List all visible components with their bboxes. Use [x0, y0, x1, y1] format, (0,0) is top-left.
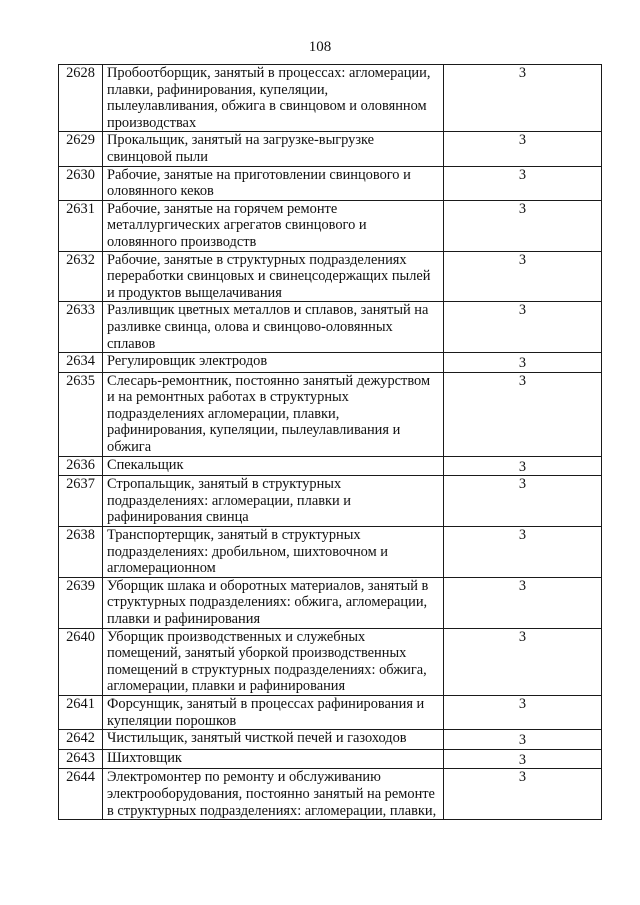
- row-value: 3: [444, 251, 602, 302]
- row-number: 2630: [59, 166, 103, 200]
- row-description: Спекальщик: [103, 456, 444, 476]
- table-row: [59, 200, 602, 251]
- row-number: 2635: [59, 372, 103, 456]
- row-description: Шихтовщик: [103, 749, 444, 769]
- table-row: [59, 769, 602, 820]
- row-value: 3: [444, 527, 602, 578]
- table-row: [59, 353, 602, 373]
- table-row: [59, 730, 602, 750]
- row-description: Рабочие, занятые в структурных подразделениях переработки свинцовых и свинецсодержащих пылей и продуктов выщелачивания: [103, 251, 444, 302]
- row-number: 2640: [59, 628, 103, 695]
- row-value: 3: [444, 456, 602, 476]
- table-row: [59, 749, 602, 769]
- row-number: 2643: [59, 749, 103, 769]
- row-value: 3: [444, 65, 602, 132]
- row-number: 2639: [59, 577, 103, 628]
- row-description: Рабочие, занятые на приготовлении свинцового и оловянного кеков: [103, 166, 444, 200]
- row-number: 2633: [59, 302, 103, 353]
- row-value: 3: [444, 476, 602, 527]
- table-row: [59, 476, 602, 527]
- row-description: Рабочие, занятые на горячем ремонте металлургических агрегатов свинцового и оловянного производств: [103, 200, 444, 251]
- table-row: [59, 65, 602, 132]
- row-number: 2638: [59, 527, 103, 578]
- row-value: 3: [444, 577, 602, 628]
- row-description: Прокальщик, занятый на загрузке-выгрузке свинцовой пыли: [103, 132, 444, 166]
- table-row: [59, 695, 602, 729]
- row-number: 2637: [59, 476, 103, 527]
- row-description: Форсунщик, занятый в процессах рафинирования и купеляции порошков: [103, 695, 444, 729]
- row-description: Электромонтер по ремонту и обслуживанию электрооборудования, постоянно занятый на ремонте в структурных подразделениях: агломерации, плавки,: [103, 769, 444, 820]
- row-value: 3: [444, 166, 602, 200]
- table-row: [59, 628, 602, 695]
- row-description: Чистильщик, занятый чисткой печей и газоходов: [103, 730, 444, 750]
- row-value: 3: [444, 695, 602, 729]
- table-row: [59, 132, 602, 166]
- table-row: [59, 456, 602, 476]
- occupation-table: [58, 64, 602, 820]
- row-number: 2644: [59, 769, 103, 820]
- row-description: Регулировщик электродов: [103, 353, 444, 373]
- row-value: 3: [444, 749, 602, 769]
- table-row: [59, 372, 602, 456]
- row-number: 2634: [59, 353, 103, 373]
- row-description: Уборщик шлака и оборотных материалов, занятый в структурных подразделениях: обжига, агломерации, плавки и рафинирования: [103, 577, 444, 628]
- row-value: 3: [444, 769, 602, 820]
- table-row: [59, 251, 602, 302]
- table-row: [59, 302, 602, 353]
- row-number: 2631: [59, 200, 103, 251]
- row-description: Слесарь-ремонтник, постоянно занятый дежурством и на ремонтных работах в структурных подразделениях агломерации, плавки, рафинирования, купеляции, пылеулавливания и обжига: [103, 372, 444, 456]
- row-value: 3: [444, 372, 602, 456]
- row-description: Уборщик производственных и служебных помещений, занятый уборкой производственных помещений в структурных подразделениях: обжига, агломерации, плавки и рафинирования: [103, 628, 444, 695]
- row-number: 2632: [59, 251, 103, 302]
- row-description: Транспортерщик, занятый в структурных подразделениях: дробильном, шихтовочном и агломерационном: [103, 527, 444, 578]
- row-value: 3: [444, 132, 602, 166]
- row-description: Разливщик цветных металлов и сплавов, занятый на разливке свинца, олова и свинцово-оловянных сплавов: [103, 302, 444, 353]
- table-row: [59, 577, 602, 628]
- row-value: 3: [444, 353, 602, 373]
- table-row: [59, 166, 602, 200]
- row-number: 2628: [59, 65, 103, 132]
- row-value: 3: [444, 628, 602, 695]
- row-number: 2642: [59, 730, 103, 750]
- table-row: [59, 527, 602, 578]
- row-value: 3: [444, 730, 602, 750]
- page-number: 108: [308, 39, 332, 55]
- row-description: Пробоотборщик, занятый в процессах: агломерации, плавки, рафинирования, купеляции, пылеулавливания, обжига в свинцовом и оловянном производствах: [103, 65, 444, 132]
- row-number: 2636: [59, 456, 103, 476]
- row-value: 3: [444, 302, 602, 353]
- row-value: 3: [444, 200, 602, 251]
- row-description: Стропальщик, занятый в структурных подразделениях: агломерации, плавки и рафинирования свинца: [103, 476, 444, 527]
- row-number: 2641: [59, 695, 103, 729]
- row-number: 2629: [59, 132, 103, 166]
